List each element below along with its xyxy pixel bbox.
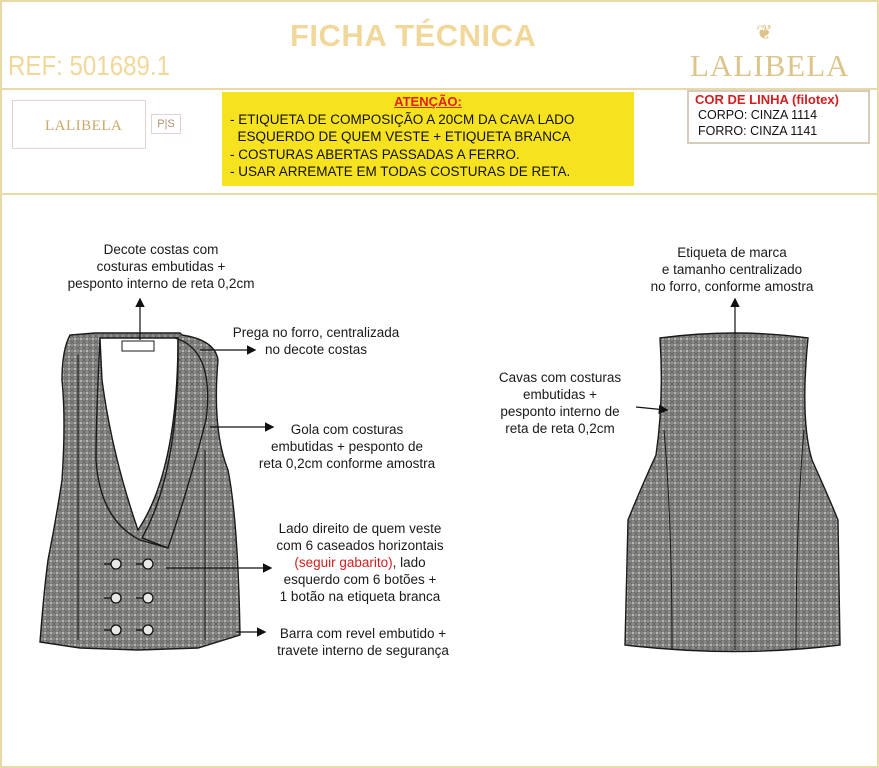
note-buttons-line: esquerdo com 6 botões + [283, 572, 437, 587]
note-brand-label-line: no forro, conforme amostra [650, 279, 814, 294]
note-armhole-line: embutidas + [523, 387, 597, 402]
note-buttons [262, 520, 458, 605]
note-template-highlight: (seguir gabarito) [294, 555, 393, 570]
note-neckline-line: pesponto interno de reta 0,2cm [67, 276, 255, 291]
note-collar-line: embutidas + pesponto de [271, 439, 423, 454]
label-brand: LALIBELA [45, 118, 123, 134]
thread-color-title: COR DE LINHA (filotex) [695, 92, 839, 107]
note-hem [264, 625, 462, 659]
note-collar-line: Gola com costuras [290, 422, 404, 437]
note-neckline-line: costuras embutidas + [96, 259, 226, 274]
note-hem-line: travete interno de segurança [277, 643, 449, 658]
reference-code: REF: 501689.1 [8, 50, 170, 81]
note-collar [244, 421, 450, 472]
note-neckline [62, 241, 260, 292]
attention-line: - USAR ARREMATE EM TODAS COSTURAS DE RETA. [230, 164, 571, 179]
label-size-tag: P|S [151, 114, 181, 134]
note-buttons-text: , lado [392, 555, 426, 570]
back-vest [625, 333, 840, 652]
note-buttons-line [262, 554, 458, 571]
note-collar-line: reta 0,2cm conforme amostra [258, 456, 436, 471]
note-hem-line: Barra com revel embutido + [279, 626, 447, 641]
note-armhole-line: Cavas com costuras [498, 370, 622, 385]
note-armhole-line: reta de reta 0,2cm [505, 421, 615, 436]
page-title: FICHA TÉCNICA [290, 18, 537, 53]
thread-lining-color: FORRO: CINZA 1141 [698, 124, 818, 138]
thread-body-color: CORPO: CINZA 1114 [698, 108, 818, 122]
note-buttons-line: 1 botão na etiqueta branca [279, 589, 441, 604]
note-armhole [486, 369, 634, 437]
bee-logo-icon: ❦ [756, 22, 773, 44]
back-neck-label [122, 341, 154, 351]
note-buttons-line: com 6 caseados horizontais [276, 538, 444, 553]
note-brand-label [632, 244, 832, 295]
note-armhole-line: pesponto interno de [500, 404, 620, 419]
note-buttons-line: Lado direito de quem veste [278, 521, 442, 536]
attention-line: - ETIQUETA DE COMPOSIÇÃO A 20CM DA CAVA LADO [230, 112, 575, 127]
note-neckline-line: Decote costas com [103, 242, 219, 257]
brand-logo: LALIBELA [690, 48, 850, 83]
note-brand-label-line: Etiqueta de marca [677, 245, 787, 260]
attention-title: ATENÇÃO: [394, 94, 462, 109]
attention-line: ESQUERDO DE QUEM VESTE + ETIQUETA BRANCA [230, 129, 571, 144]
attention-line: - COSTURAS ABERTAS PASSADAS A FERRO. [230, 147, 520, 162]
front-vest [40, 333, 240, 650]
note-pleat-line: Prega no forro, centralizada [232, 325, 400, 340]
note-pleat [218, 324, 414, 358]
back-vest-body [625, 333, 840, 652]
note-brand-label-line: e tamanho centralizado [661, 262, 803, 277]
note-pleat-line: no decote costas [264, 342, 368, 357]
